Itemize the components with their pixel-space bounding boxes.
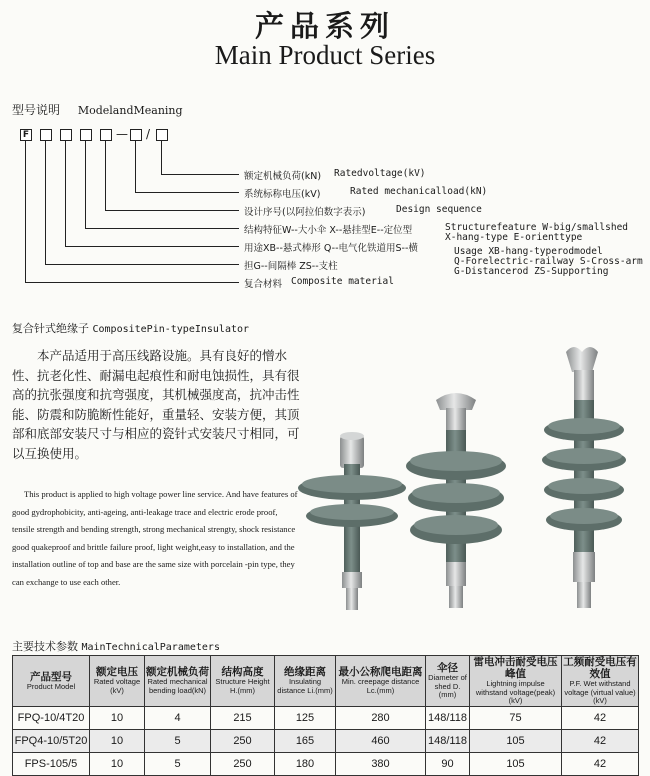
meaning-1-cn: 额定机械负荷(kN) (244, 171, 322, 182)
model-connector-7 (25, 141, 239, 283)
th-lightning-impulse: 雷电冲击耐受电压峰值 Lightning impulse withstand voltage(peak) (kV) (470, 656, 562, 707)
model-slash: / (146, 127, 151, 141)
cell-lightning-impulse: 75 (470, 706, 562, 729)
cell-shed-diameter: 90 (426, 752, 470, 775)
spec-table-header-row (13, 656, 639, 707)
meaning-6-en: G-Distancerod ZS-Supporting (454, 266, 609, 277)
cell-mechanical-load: 4 (145, 706, 211, 729)
cell-shed-diameter: 148/118 (426, 729, 470, 752)
pin-insulator-desc-en: This product is applied to high voltage power line service. And have features of good gydrophobicity, anti-ageing, anti-leakage trace and electric erode proof, tensile strength and bending strength, strong mechanical strengty, shock resistance good quakeproof and brittle failure proof, light weight,easy to installation, and the installation outline of top and base are the same size with porcelain -pin type, they can exchange to use each other. (12, 489, 298, 587)
cell-rated-voltage: 10 (90, 706, 145, 729)
cell-pf-withstand: 42 (562, 752, 639, 775)
insulator-large (542, 347, 626, 608)
cell-insulating-distance: 165 (275, 729, 336, 752)
params-title-en: MainTechnicalParameters (81, 642, 220, 653)
cell-model: FPQ4-10/5T20 (13, 729, 90, 752)
model-meaning-title-en: ModelandMeaning (77, 104, 183, 117)
title-cn: 产品系列 (254, 9, 395, 43)
meaning-2-cn: 系统标称电压(kV) (244, 189, 321, 200)
meaning-7-en: Composite material (291, 276, 394, 287)
cell-mechanical-load: 5 (145, 752, 211, 775)
params-title (12, 638, 220, 654)
model-box-3 (60, 129, 72, 141)
model-box-5 (100, 129, 112, 141)
meaning-4-en: Structurefeature W-big/smallshed (445, 222, 629, 233)
meaning-7-cn: 复合材料 (244, 279, 283, 290)
cell-lightning-impulse: 105 (470, 752, 562, 775)
cell-creepage-distance: 460 (336, 729, 426, 752)
model-box-4 (80, 129, 92, 141)
table-row (13, 752, 639, 775)
th-mechanical-load: 额定机械负荷 Rated mechanical bending load(kN) (145, 656, 211, 707)
pin-insulator-title-en: CompositePin-typeInsulator (92, 324, 250, 335)
th-pf-withstand: 工频耐受电压有效值 P.F. Wet withstand voltage (virtual value) (kV) (563, 656, 637, 705)
th-rated-voltage: 额定电压 Rated voltage (kV) (90, 656, 145, 707)
meaning-5-en: Usage XB-hang-typerodmodel (454, 246, 603, 257)
meaning-3-cn: 设计序号(以阿拉伯数字表示) (244, 207, 366, 218)
model-meaning-title-cn: 型号说明 (12, 103, 61, 117)
pin-insulator-desc-cn: 本产品适用于高压线路设施。具有良好的憎水性、抗老化性、耐漏电起痕性和耐电蚀损性，具有很高的抗张强度和抗弯强度，其机械强度高，抗冲击性能、防震和防脆断性能好，重量轻、安装方便，其顶部和底部安装尺寸与相应的瓷针式安装尺寸相同，可以互换使用。 (12, 348, 300, 461)
model-box-6 (130, 129, 142, 141)
th-structure-height: 结构高度 Structure Height H.(mm) (211, 656, 275, 707)
model-dash: — (116, 127, 128, 141)
cell-pf-withstand: 42 (562, 706, 639, 729)
cell-creepage-distance: 280 (336, 706, 426, 729)
th-creepage-distance: 最小公称爬电距离 Min. creepage distance Lc.(mm) (336, 656, 426, 707)
model-box-f: F (20, 129, 32, 141)
table-row (13, 729, 639, 752)
params-title-cn: 主要技术参数 (12, 640, 78, 653)
cell-pf-withstand: 42 (562, 729, 639, 752)
model-meaning-title (12, 101, 183, 118)
model-box-7 (156, 129, 168, 141)
insulator-product-photo (296, 338, 636, 620)
th-shed-diameter: 伞径 Diameter of shed D.(mm) (426, 656, 470, 707)
meaning-5-en2: Q-Forelectric-railway S-Cross-arm (454, 256, 643, 267)
cell-rated-voltage: 10 (90, 752, 145, 775)
meaning-6-cn: 担G--间隔棒 ZS--支柱 (244, 261, 338, 272)
cell-rated-voltage: 10 (90, 729, 145, 752)
meaning-1-en: Ratedvoltage(kV) (334, 168, 426, 179)
cell-insulating-distance: 125 (275, 706, 336, 729)
insulator-small (298, 432, 406, 610)
cell-structure-height: 250 (211, 752, 275, 775)
meaning-3-en: Design sequence (396, 204, 482, 215)
cell-shed-diameter: 148/118 (426, 706, 470, 729)
pin-insulator-title (12, 320, 249, 336)
th-insulating-distance: 绝缘距离 Insulating distance Li.(mm) (275, 656, 336, 707)
pin-insulator-title-cn: 复合针式绝缘子 (12, 322, 89, 335)
cell-mechanical-load: 5 (145, 729, 211, 752)
cell-creepage-distance: 380 (336, 752, 426, 775)
th-model: 产品型号 Product Model (13, 656, 90, 707)
meaning-5-cn: 用途XB--悬式棒形 Q--电气化铁道用S--横 (244, 243, 418, 254)
cell-insulating-distance: 180 (275, 752, 336, 775)
title-en: Main Product Series (214, 40, 436, 70)
cell-model: FPS-105/5 (13, 752, 90, 775)
table-row (13, 706, 639, 729)
meaning-2-en: Rated mechanicalload(kN) (350, 186, 488, 197)
model-box-2 (40, 129, 52, 141)
cell-model: FPQ-10/4T20 (13, 706, 90, 729)
meaning-4-en2: X-hang-type E-orienttype (445, 232, 583, 243)
cell-lightning-impulse: 105 (470, 729, 562, 752)
spec-table (12, 655, 639, 776)
meaning-4-cn: 结构特征W--大小伞 X--悬挂型E--定位型 (244, 225, 413, 236)
cell-structure-height: 250 (211, 729, 275, 752)
cell-structure-height: 215 (211, 706, 275, 729)
insulator-medium (406, 393, 506, 608)
